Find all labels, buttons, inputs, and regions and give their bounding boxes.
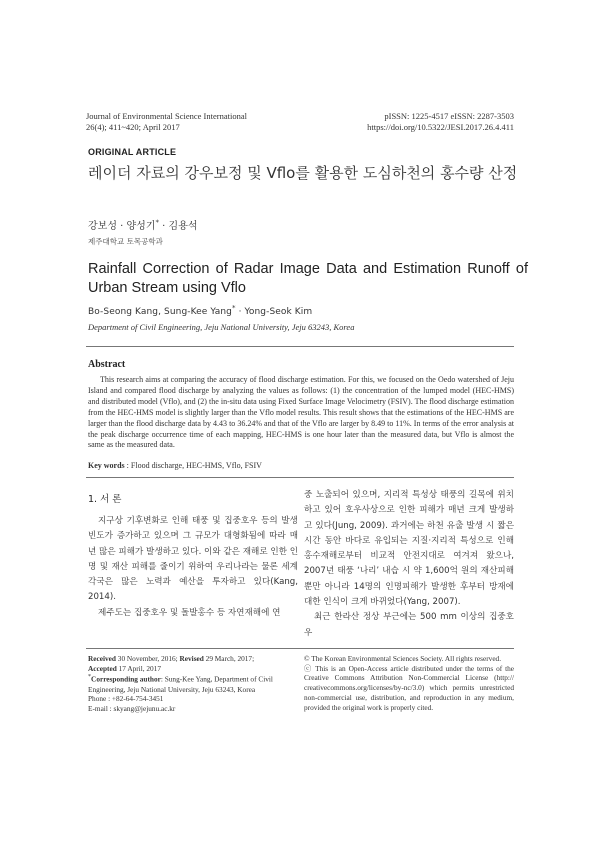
footnote-left [88,654,298,714]
keywords [88,461,262,470]
divider-top [86,346,514,347]
paragraph: 중 노출되어 있으며, 지리적 특성상 태풍의 길목에 위치하고 있어 호우사상으로 인한 피해가 매년 크게 발생하고 있다(Jung, 2009). 과거에는 하천 유출 발생 시 짧은 시간 동안 바다로 유입되는 지질·지리적 특성으로 인해 홍수재해로부터 비교적 안전지대로 여겨져 왔으나, 2007년 태풍 ‘나리’ 내습 시 약 1,600억 원의 재산피해 뿐만 아니라 14명의 인명피해가 발생한 후부터 방재에 대한 인식이 크게 바뀌었다(Yang, 2007). [304,490,514,608]
journal-doi[interactable]: https://doi.org/10.5322/JESI.2017.26.4.411 [367,122,514,132]
email[interactable]: E-mail : skyang@jejunu.ac.kr [88,703,176,713]
dates-line1 [88,654,298,664]
section-heading: 1. 서 론 [88,494,122,505]
phone: Phone : +82-64-754-3451 [88,694,164,704]
copyright: © The Korean Environmental Sciences Society. All rights reserved. [304,654,502,663]
journal-name: Journal of Environmental Science International [86,111,247,121]
paragraph: 제주도는 집중호우 및 돌발홍수 등 자연재해에 연 [98,607,281,618]
journal-issn: pISSN: 1225-4517 eISSN: 2287-3503 [384,111,514,121]
korean-title: 레이더 자료의 강우보정 및 Vflo를 활용한 도심하천의 홍수량 산정 [88,164,518,182]
journal-header-right [367,111,514,133]
korean-authors-b: · 김용석 [159,221,198,232]
body-column-left [88,514,298,621]
abstract-text: This research aims at comparing the accuracy of flood discharge estimation. For this, we focused on the Oedo watershed of Jeju Island and compared flood discharge by analyzing the values as follows: (1) the concentration of the lumped model (HEC-HMS) and distributed model (Vflo), and (2) the in-situ data using Fixed Surface Image Velocimetry (FSIV). The flood discharge estimation from the HEC-HMS model is slightly larger than the Vflo model results. This result shows that the estimations of the HEC-HMS are larger than the flood discharge data by 4.43 to 36.24% and that of the Vflo are larger by 8.49 to 11%. In terms of the error analysis at the peak discharge occurrence time of each mapping, HEC-HMS is one hour later than the measured data, but Vflo is almost the same as the measured data. [88,375,514,450]
english-authors-b: · Yong-Seok Kim [238,307,313,317]
korean-authors [88,217,198,232]
dates-line2 [88,664,298,674]
accepted-label: Accepted [88,663,117,673]
journal-header-left [86,111,247,133]
footnote-right [304,654,514,712]
divider-abstract [86,477,514,478]
english-authors [88,304,312,317]
corresponding-label: Corresponding author [91,674,161,684]
received-label: Received [88,654,116,663]
divider-footer [86,648,514,649]
revised-label: Revised [179,654,204,663]
accepted-date: 17 April, 2017 [116,663,161,673]
article-type: ORIGINAL ARTICLE [88,147,177,157]
english-authors-a: Bo-Seong Kang, Sung-Kee Yang [88,307,232,317]
keywords-text: : Flood discharge, HEC-HMS, Vflo, FSIV [124,461,262,470]
corresponding-mark: * [88,674,92,681]
korean-affiliation: 제주대학교 토목공학과 [88,237,163,246]
english-affiliation: Department of Civil Engineering, Jeju National University, Jeju 63243, Korea [88,322,355,332]
journal-volume: 26(4); 411~420; April 2017 [86,122,180,132]
abstract-heading: Abstract [88,359,126,370]
paragraph: 최근 한라산 정상 부근에는 500 mm 이상의 집중호우 [304,612,514,638]
paragraph: 지구상 기후변화로 인해 태풍 및 집중호우 등의 발생빈도가 증가하고 있으며 그 규모가 대형화됨에 따라 매년 많은 피해가 발생하고 있다. 이와 같은 재해로 인한 인명 및 재산 피해를 줄이기 위하여 우리나라는 물론 세계 각국은 많은 노력과 예산을 투자하고 있다(Kang, 2014). [88,516,298,603]
corresponding-mark: * [155,218,159,227]
revised-date: 29 March, 2017; [203,654,255,663]
english-title: Rainfall Correction of Radar Image Data and Estimation Runoff of Urban Stream using Vflo [88,261,528,296]
korean-authors-a: 강보성 · 양성기 [88,221,156,232]
corresponding-mark: * [232,304,236,312]
received-date: 30 November, 2016; [115,654,180,663]
corresponding-text: : Sung-Kee Yang, Department of Civil Engineering, Jeju National University, Jeju 63243, Korea [88,674,273,694]
corresponding-author [88,673,298,694]
keywords-label: Key words [88,461,125,470]
license: ⓒ This is an Open-Access article distributed under the terms of the Creative Commons Attribution Non-Commercial License (http:// creativecommons.org/licenses/by-nc/3.0) which permits unrestricted non-commercial use, distribution, and reproduction in any medium, provided the original work is properly cited. [304,663,514,712]
body-column-right [304,488,514,641]
